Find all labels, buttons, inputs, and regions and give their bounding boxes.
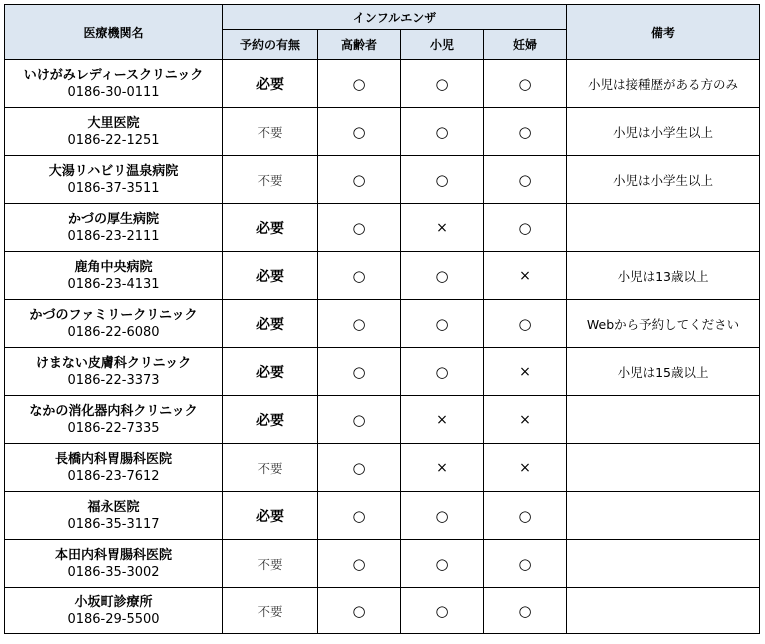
reservation-cell: 必要 [223, 348, 318, 396]
table-row [5, 396, 760, 444]
pregnant-cell: ○ [484, 540, 567, 588]
elderly-cell: ○ [318, 60, 401, 108]
facility-name: いけがみレディースクリニック [23, 67, 204, 83]
elderly-cell: ○ [318, 204, 401, 252]
facility-phone: 0186-22-7335 [67, 420, 160, 436]
remarks-cell [567, 204, 760, 252]
facility-cell [5, 204, 223, 252]
table-row [5, 108, 760, 156]
remarks-cell [567, 588, 760, 634]
reservation-cell: 必要 [223, 492, 318, 540]
facility-phone: 0186-22-6080 [67, 324, 160, 340]
pregnant-cell: ○ [484, 300, 567, 348]
elderly-cell: ○ [318, 396, 401, 444]
header-influenza-group: インフルエンザ [223, 5, 567, 30]
facility-phone: 0186-23-7612 [67, 468, 160, 484]
pregnant-cell: × [484, 396, 567, 444]
reservation-cell: 不要 [223, 108, 318, 156]
facility-cell [5, 492, 223, 540]
reservation-cell: 不要 [223, 156, 318, 204]
table-row [5, 252, 760, 300]
facility-cell [5, 444, 223, 492]
facility-cell [5, 252, 223, 300]
facility-name: 福永医院 [87, 499, 140, 515]
elderly-cell: ○ [318, 252, 401, 300]
pregnant-cell: ○ [484, 204, 567, 252]
child-cell: ○ [401, 108, 484, 156]
child-cell: ○ [401, 60, 484, 108]
reservation-cell: 不要 [223, 444, 318, 492]
header-reservation: 予約の有無 [223, 30, 318, 60]
facility-phone: 0186-29-5500 [67, 611, 160, 627]
header-child: 小児 [401, 30, 484, 60]
header-pregnant: 妊婦 [484, 30, 567, 60]
facility-name: かづの厚生病院 [67, 211, 159, 227]
facility-phone: 0186-37-3511 [67, 180, 160, 196]
elderly-cell: ○ [318, 300, 401, 348]
remarks-cell [567, 444, 760, 492]
facility-name: なかの消化器内科クリニック [29, 403, 198, 419]
table-row [5, 204, 760, 252]
reservation-cell: 不要 [223, 588, 318, 634]
facility-phone: 0186-35-3117 [67, 516, 160, 532]
remarks-cell [567, 492, 760, 540]
reservation-cell: 必要 [223, 204, 318, 252]
remarks-cell [567, 396, 760, 444]
child-cell: ○ [401, 300, 484, 348]
child-cell: ○ [401, 540, 484, 588]
facility-cell [5, 348, 223, 396]
facility-name: 鹿角中央病院 [74, 259, 153, 275]
header-elderly: 高齢者 [318, 30, 401, 60]
facility-name: 長橋内科胃腸科医院 [54, 451, 172, 467]
facility-phone: 0186-22-3373 [67, 372, 160, 388]
elderly-cell: ○ [318, 156, 401, 204]
child-cell: ○ [401, 252, 484, 300]
pregnant-cell: × [484, 444, 567, 492]
remarks-cell: 小児は13歳以上 [567, 252, 760, 300]
elderly-cell: ○ [318, 108, 401, 156]
elderly-cell: ○ [318, 492, 401, 540]
facility-cell [5, 60, 223, 108]
pregnant-cell: ○ [484, 108, 567, 156]
pregnant-cell: ○ [484, 156, 567, 204]
child-cell: ○ [401, 492, 484, 540]
facility-phone: 0186-30-0111 [67, 84, 160, 100]
child-cell: × [401, 204, 484, 252]
table-row [5, 588, 760, 634]
table-row [5, 444, 760, 492]
elderly-cell: ○ [318, 444, 401, 492]
table-row [5, 300, 760, 348]
facility-name: けまない皮膚科クリニック [35, 355, 192, 371]
remarks-cell: 小児は小学生以上 [567, 108, 760, 156]
facility-phone: 0186-22-1251 [67, 132, 160, 148]
table-row [5, 540, 760, 588]
table-row [5, 348, 760, 396]
remarks-cell: 小児は15歳以上 [567, 348, 760, 396]
table-row [5, 156, 760, 204]
child-cell: ○ [401, 156, 484, 204]
remarks-cell: 小児は小学生以上 [567, 156, 760, 204]
remarks-cell: Webから予約してください [567, 300, 760, 348]
facility-cell [5, 156, 223, 204]
pregnant-cell: ○ [484, 492, 567, 540]
facility-name: 大湯リハビリ温泉病院 [48, 163, 179, 179]
facility-cell [5, 108, 223, 156]
reservation-cell: 必要 [223, 396, 318, 444]
child-cell: ○ [401, 588, 484, 634]
facility-cell [5, 396, 223, 444]
pregnant-cell: × [484, 252, 567, 300]
header-remarks: 備考 [567, 5, 760, 60]
facility-cell [5, 540, 223, 588]
remarks-cell [567, 540, 760, 588]
facility-cell [5, 300, 223, 348]
facility-phone: 0186-23-2111 [67, 228, 160, 244]
table-row [5, 492, 760, 540]
reservation-cell: 不要 [223, 540, 318, 588]
elderly-cell: ○ [318, 588, 401, 634]
pregnant-cell: ○ [484, 60, 567, 108]
facility-phone: 0186-23-4131 [67, 276, 160, 292]
child-cell: × [401, 444, 484, 492]
facility-name: かづのファミリークリニック [29, 307, 198, 323]
reservation-cell: 必要 [223, 252, 318, 300]
elderly-cell: ○ [318, 540, 401, 588]
reservation-cell: 必要 [223, 300, 318, 348]
child-cell: × [401, 396, 484, 444]
elderly-cell: ○ [318, 348, 401, 396]
remarks-cell: 小児は接種歴がある方のみ [567, 60, 760, 108]
reservation-cell: 必要 [223, 60, 318, 108]
pregnant-cell: ○ [484, 588, 567, 634]
facility-name: 小坂町診療所 [74, 594, 153, 610]
facility-cell [5, 588, 223, 634]
header-facility: 医療機関名 [5, 5, 223, 60]
vaccination-facility-table [4, 4, 760, 634]
pregnant-cell: × [484, 348, 567, 396]
facility-name: 本田内科胃腸科医院 [54, 547, 172, 563]
facility-phone: 0186-35-3002 [67, 564, 160, 580]
facility-name: 大里医院 [87, 115, 140, 131]
child-cell: ○ [401, 348, 484, 396]
table-row [5, 60, 760, 108]
